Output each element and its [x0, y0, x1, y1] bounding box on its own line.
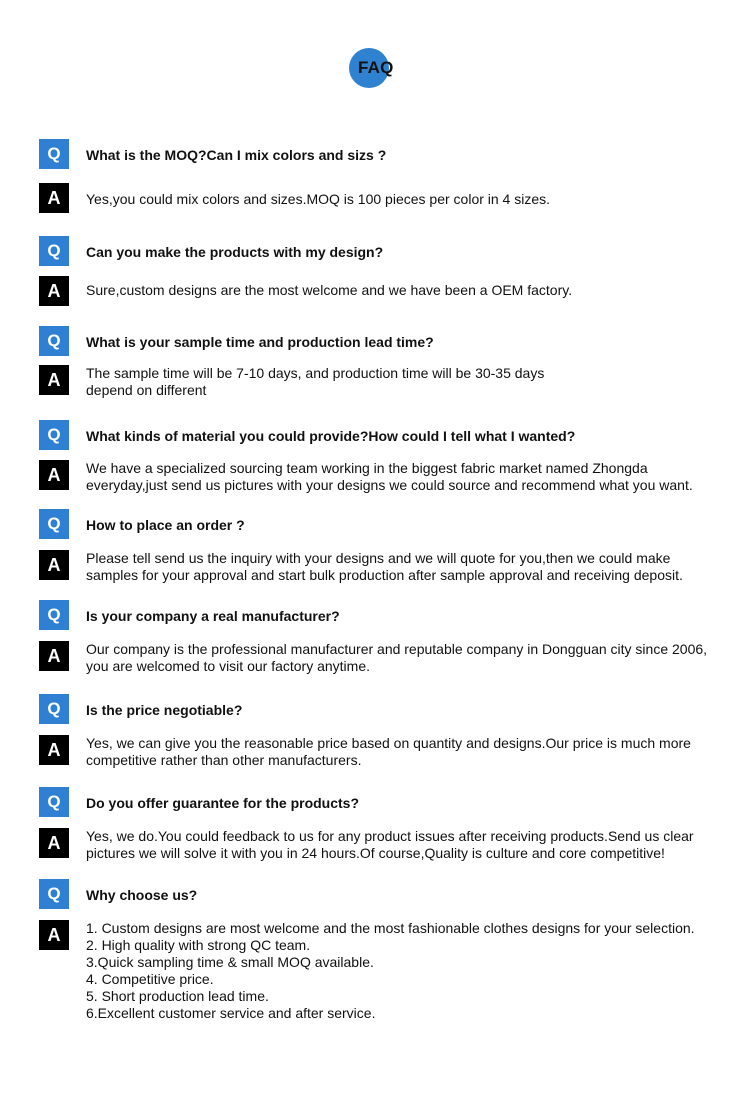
question-text: Do you offer guarantee for the products?	[86, 795, 360, 811]
answer-text	[86, 460, 693, 494]
answer-tile: A	[39, 460, 69, 490]
question-tile: Q	[39, 509, 69, 539]
answer-text	[86, 920, 695, 1022]
question-tile: Q	[39, 326, 69, 356]
answer-line: Yes, we do.You could feedback to us for any product issues after receiving products.Send us clear	[86, 828, 694, 844]
answer-text	[86, 550, 683, 584]
answer-line: 6.Excellent customer service and after service.	[86, 1005, 376, 1021]
question-tile: Q	[39, 236, 69, 266]
answer-tile: A	[39, 550, 69, 580]
answer-line: 1. Custom designs are most welcome and the most fashionable clothes designs for your selection.	[86, 920, 695, 936]
question-tile: Q	[39, 879, 69, 909]
answer-line: 4. Competitive price.	[86, 971, 214, 987]
answer-line: Yes,you could mix colors and sizes.MOQ is 100 pieces per color in 4 sizes.	[86, 191, 551, 207]
question-text: What is the MOQ?Can I mix colors and sizs ?	[86, 147, 387, 163]
answer-text	[86, 641, 707, 675]
question-text: Can you make the products with my design?	[86, 244, 384, 260]
answer-line: samples for your approval and start bulk production after sample approval and receiving deposit.	[86, 567, 683, 583]
answer-line: We have a specialized sourcing team working in the biggest fabric market named Zhongda	[86, 460, 648, 476]
question-text: Is the price negotiable?	[86, 702, 243, 718]
answer-tile: A	[39, 183, 69, 213]
question-text: Is your company a real manufacturer?	[86, 608, 340, 624]
answer-line: Sure,custom designs are the most welcome and we have been a OEM factory.	[86, 282, 573, 298]
answer-line: Yes, we can give you the reasonable price based on quantity and designs.Our price is much more	[86, 735, 691, 751]
question-tile: Q	[39, 139, 69, 169]
answer-tile: A	[39, 735, 69, 765]
answer-line: Please tell send us the inquiry with your designs and we will quote for you,then we could make	[86, 550, 671, 566]
answer-line: depend on different	[86, 382, 207, 398]
answer-line: The sample time will be 7-10 days, and production time will be 30-35 days	[86, 365, 545, 381]
answer-tile: A	[39, 641, 69, 671]
answer-tile: A	[39, 828, 69, 858]
answer-line: everyday,just send us pictures with your designs we could source and recommend what you want.	[86, 477, 693, 493]
question-tile: Q	[39, 420, 69, 450]
question-text: What is your sample time and production lead time?	[86, 334, 434, 350]
answer-line: competitive rather than other manufacturers.	[86, 752, 362, 768]
answer-tile: A	[39, 276, 69, 306]
question-tile: Q	[39, 787, 69, 817]
answer-line: 3.Quick sampling time & small MOQ available.	[86, 954, 374, 970]
question-text: How to place an order ?	[86, 517, 245, 533]
answer-line: Our company is the professional manufacturer and reputable company in Dongguan city since 2006,	[86, 641, 708, 657]
answer-text	[86, 735, 691, 769]
answer-line: 2. High quality with strong QC team.	[86, 937, 311, 953]
answer-line: you are welcomed to visit our factory anytime.	[86, 658, 371, 674]
answer-tile: A	[39, 920, 69, 950]
question-text: What kinds of material you could provide?How could I tell what I wanted?	[86, 428, 576, 444]
answer-tile: A	[39, 365, 69, 395]
answer-text	[86, 365, 544, 399]
page-title: FAQ	[358, 58, 394, 77]
answer-line: 5. Short production lead time.	[86, 988, 269, 1004]
answer-text	[86, 828, 694, 862]
question-text: Why choose us?	[86, 887, 198, 903]
question-tile: Q	[39, 694, 69, 724]
answer-text	[86, 191, 550, 208]
answer-text	[86, 282, 572, 299]
question-tile: Q	[39, 600, 69, 630]
answer-line: pictures we will solve it with you in 24 hours.Of course,Quality is culture and core competitive!	[86, 845, 665, 861]
